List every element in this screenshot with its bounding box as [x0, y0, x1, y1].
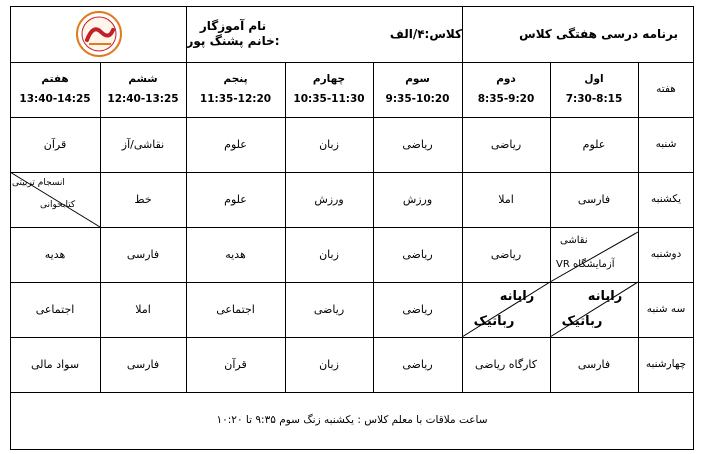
schedule-cell: ریاضی [313, 302, 345, 316]
meeting-hours-note: ساعت ملاقات با معلم کلاس : یکشنبه زنگ سوم ۹:۳۵ تا ۱۰:۲۰ [216, 413, 488, 426]
day-label: سه شنبه [646, 302, 686, 315]
schedule-cell: فارسی [577, 357, 611, 371]
period-time: 9:35-10:20 [385, 92, 450, 105]
schedule-cell: ریاضی [402, 247, 433, 261]
schedule-cell: سواد مالی [30, 357, 80, 371]
period-header-4 [285, 62, 373, 117]
logo [14, 8, 184, 60]
schedule-cell: فارسی [126, 357, 160, 371]
schedule-cell: زبان [319, 247, 339, 261]
day-label: یکشنبه [650, 192, 682, 205]
tuesday-p1-top: رایانه [587, 288, 623, 304]
tuesday-p2-bottom: رباتیک [473, 313, 515, 329]
day-label: شنبه [655, 137, 677, 150]
schedule-cell: نقاشی/آز [121, 137, 165, 151]
day-label: چهارشنبه [645, 357, 687, 370]
school-logo-icon [73, 10, 125, 58]
schedule-cell: ریاضی [402, 357, 433, 371]
period-time: 10:35-11:30 [293, 92, 365, 105]
period-name: سوم [405, 73, 430, 86]
schedule-cell: املا [498, 192, 514, 206]
teacher-name: نام آموزگار :خانم پشنگ پور [186, 19, 280, 48]
schedule-cell: ریاضی [402, 302, 433, 316]
schedule-cell: علوم [224, 137, 247, 151]
schedule-cell: املا [135, 302, 151, 316]
sunday-p7-top: انسجام تربیتی [12, 178, 65, 189]
schedule-cell: ریاضی [490, 137, 522, 151]
schedule-cell: ریاضی [402, 137, 433, 151]
schedule-cell: اجتماعی [216, 302, 255, 316]
schedule-cell: فارسی [126, 247, 160, 261]
day-label: دوشنبه [650, 247, 682, 260]
sunday-p7-bottom: کتابخوانی [40, 200, 76, 211]
period-header-3 [373, 62, 462, 117]
schedule-cell: علوم [582, 137, 606, 151]
schedule-cell: کارگاه ریاضی [475, 357, 537, 371]
schedule-cell: فارسی [577, 192, 611, 206]
class-label-wrap [286, 8, 462, 60]
class-label: کلاس:۴/الف [389, 26, 462, 41]
period-name: ششم [128, 73, 158, 86]
schedule-cell: قرآن [43, 137, 67, 151]
period-name: دوم [496, 73, 516, 86]
schedule-cell: قرآن [224, 357, 247, 371]
schedule-cell: ریاضی [490, 247, 522, 261]
schedule-cell: زبان [319, 137, 339, 151]
schedule-cell: هدیه [225, 247, 246, 261]
period-name: چهارم [312, 73, 346, 86]
period-time: 8:35-9:20 [477, 92, 535, 105]
schedule-cell: اجتماعی [35, 302, 75, 316]
schedule-cell: زبان [319, 357, 339, 371]
schedule-cell: خط [134, 192, 152, 206]
period-time: 7:30-8:15 [565, 92, 623, 105]
schedule-cell: ورزش [314, 192, 344, 206]
period-time: 13:40-14:25 [19, 92, 91, 105]
period-header-6 [100, 62, 186, 117]
period-header-2 [462, 62, 550, 117]
period-name: پنجم [223, 73, 248, 86]
tuesday-p1-bottom: رباتیک [561, 313, 603, 329]
page-title: برنامه درسی هفتگی کلاس [519, 26, 678, 41]
schedule-cell: علوم [224, 192, 247, 206]
corner-label: هفته [656, 82, 676, 95]
period-header-7 [10, 62, 100, 117]
tuesday-p2-top: رایانه [499, 288, 535, 304]
period-name: هفتم [41, 73, 69, 86]
period-header-1 [550, 62, 638, 117]
period-time: 12:40-13:25 [107, 92, 179, 105]
period-time: 11:35-12:20 [199, 92, 272, 105]
monday-p1-top: نقاشی [560, 234, 588, 246]
monday-p1-bottom: آزمایشگاه VR [556, 258, 615, 270]
schedule-cell: ورزش [402, 192, 433, 206]
period-name: اول [584, 73, 604, 86]
period-header-5 [186, 62, 285, 117]
schedule-cell: هدیه [44, 247, 66, 261]
